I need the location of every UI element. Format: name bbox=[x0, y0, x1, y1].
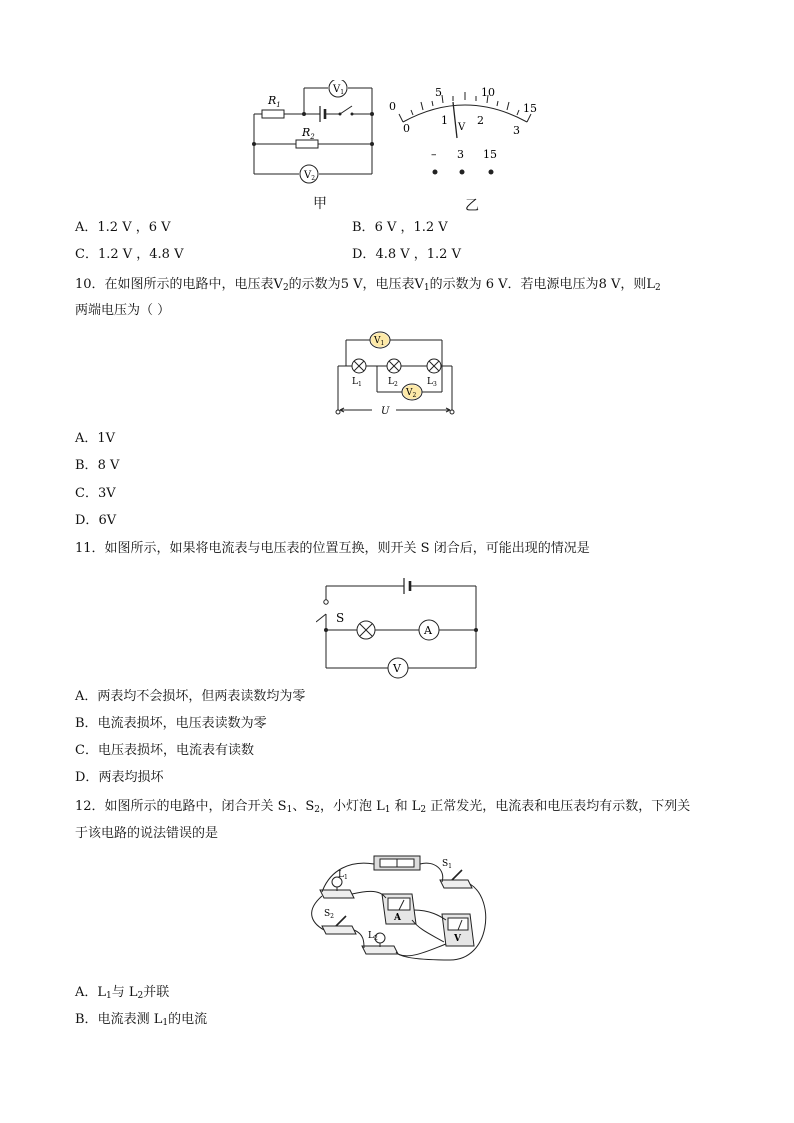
q9-option-d[interactable] bbox=[352, 246, 461, 264]
option-text: 电流表损坏，电压表读数为零 bbox=[97, 716, 267, 731]
switch-s-label: S bbox=[336, 611, 345, 625]
option-text: 两表均损坏 bbox=[98, 770, 164, 785]
terminal-15 bbox=[489, 170, 494, 175]
option-letter: B． bbox=[75, 1012, 98, 1027]
q9-option-b[interactable] bbox=[352, 219, 448, 237]
option-text: 8 V bbox=[97, 458, 120, 473]
option-text: 4.8 V ，1.2 V bbox=[375, 247, 461, 262]
r2-label: $R_2$ bbox=[302, 126, 315, 141]
option-letter: A． bbox=[75, 689, 98, 704]
inner-tick-2: 2 bbox=[477, 114, 484, 127]
caption-yi: 乙 bbox=[465, 198, 479, 214]
q11-option-b[interactable] bbox=[75, 715, 267, 733]
q9-circuit-figure-jia bbox=[248, 80, 380, 188]
q11-option-c[interactable] bbox=[75, 742, 254, 760]
v2-label: $V_2$ bbox=[304, 170, 316, 182]
voltmeter-label: V bbox=[454, 934, 461, 944]
option-text: 电压表损坏，电流表有读数 bbox=[97, 743, 254, 758]
option-letter: D． bbox=[75, 770, 99, 785]
q12-option-b[interactable] bbox=[75, 1011, 207, 1029]
l2-label: $L_2$ bbox=[388, 377, 398, 388]
inner-tick-0: 0 bbox=[403, 122, 410, 135]
q10-option-b[interactable] bbox=[75, 457, 119, 475]
s1-label: $S_1$ bbox=[442, 859, 452, 870]
ammeter-label: A bbox=[394, 913, 401, 923]
option-letter: B． bbox=[352, 220, 375, 235]
option-text: 1V bbox=[97, 431, 116, 446]
option-letter: C． bbox=[75, 486, 98, 501]
q12-option-a[interactable] bbox=[75, 984, 169, 1002]
q9-voltmeter-dial-yi bbox=[385, 80, 545, 186]
outer-tick-0: 0 bbox=[389, 100, 396, 113]
option-text: $L_1$与 $L_2$并联 bbox=[97, 985, 170, 1001]
u-label: U bbox=[381, 406, 390, 417]
outer-tick-10: 10 bbox=[481, 86, 495, 99]
option-letter: A． bbox=[75, 985, 98, 1000]
option-text: 1.2 V ，6 V bbox=[97, 220, 171, 235]
terminal-minus bbox=[433, 170, 438, 175]
option-letter: D． bbox=[75, 513, 99, 528]
q10-option-d[interactable] bbox=[75, 512, 116, 530]
q11-option-d[interactable] bbox=[75, 769, 163, 787]
option-letter: A． bbox=[75, 431, 98, 446]
option-letter: C． bbox=[75, 743, 98, 758]
l2-label: $L_2$ bbox=[368, 931, 378, 942]
q9-option-c[interactable] bbox=[75, 246, 183, 264]
q11-circuit-figure bbox=[316, 576, 484, 684]
caption-jia: 甲 bbox=[313, 196, 327, 212]
terminal-minus-label: – bbox=[431, 148, 437, 161]
v2-label: $V_2$ bbox=[406, 388, 417, 399]
q10-stem-line1: 10．在如图所示的电路中，电压表$V_2$的示数为5 V，电压表$V_1$的示数为 6 V．若电源电压为8 V，则$L_2$ bbox=[75, 277, 661, 293]
option-text: 6 V ，1.2 V bbox=[374, 220, 448, 235]
option-text: 6V bbox=[98, 513, 117, 528]
v1-label: $V_1$ bbox=[374, 336, 385, 347]
q12-stem-line2: 于该电路的说法错误的是 bbox=[75, 826, 219, 841]
q10-circuit-figure bbox=[332, 328, 462, 420]
r1-label: $R_1$ bbox=[268, 94, 281, 109]
l3-label: $L_3$ bbox=[427, 377, 437, 388]
q9-option-a[interactable] bbox=[75, 219, 171, 237]
voltmeter-label: V bbox=[393, 662, 401, 675]
terminal-3-label: 3 bbox=[457, 148, 464, 161]
s2-label: $S_2$ bbox=[324, 909, 334, 920]
outer-tick-5: 5 bbox=[435, 86, 442, 99]
inner-tick-3: 3 bbox=[513, 124, 520, 137]
l1-label: $L_1$ bbox=[352, 377, 362, 388]
option-text: 3V bbox=[97, 486, 116, 501]
ammeter-label: A bbox=[424, 624, 432, 637]
q12-stem-line1: 12．如图所示的电路中，闭合开关 $S_1$、$S_2$，小灯泡 $L_1$ 和 $L_2$ 正常发光，电流表和电压表均有示数，下列关 bbox=[75, 799, 691, 815]
inner-tick-1: 1 bbox=[441, 114, 448, 127]
q11-option-a[interactable] bbox=[75, 688, 305, 706]
q12-circuit-photo-figure bbox=[300, 850, 496, 968]
l1-label: $L_1$ bbox=[338, 870, 348, 881]
q10-option-a[interactable] bbox=[75, 430, 115, 448]
dial-unit: V bbox=[458, 122, 466, 133]
outer-tick-15: 15 bbox=[523, 102, 537, 115]
v1-label: $V_1$ bbox=[333, 84, 345, 96]
option-letter: C． bbox=[75, 247, 98, 262]
option-letter: D． bbox=[352, 247, 376, 262]
q11-stem: 11．如图所示，如果将电流表与电压表的位置互换，则开关 S 闭合后，可能出现的情况是 bbox=[75, 541, 590, 556]
option-text: 1.2 V ，4.8 V bbox=[97, 247, 184, 262]
option-text: 电流表测 $L_1$的电流 bbox=[97, 1012, 208, 1028]
option-text: 两表均不会损坏，但两表读数均为零 bbox=[97, 689, 306, 704]
q10-option-c[interactable] bbox=[75, 485, 116, 503]
option-letter: A． bbox=[75, 220, 98, 235]
terminal-3 bbox=[460, 170, 465, 175]
terminal-15-label: 15 bbox=[483, 148, 497, 161]
option-letter: B． bbox=[75, 716, 98, 731]
option-letter: B． bbox=[75, 458, 98, 473]
q10-stem-line2: 两端电压为（ ） bbox=[75, 303, 171, 318]
